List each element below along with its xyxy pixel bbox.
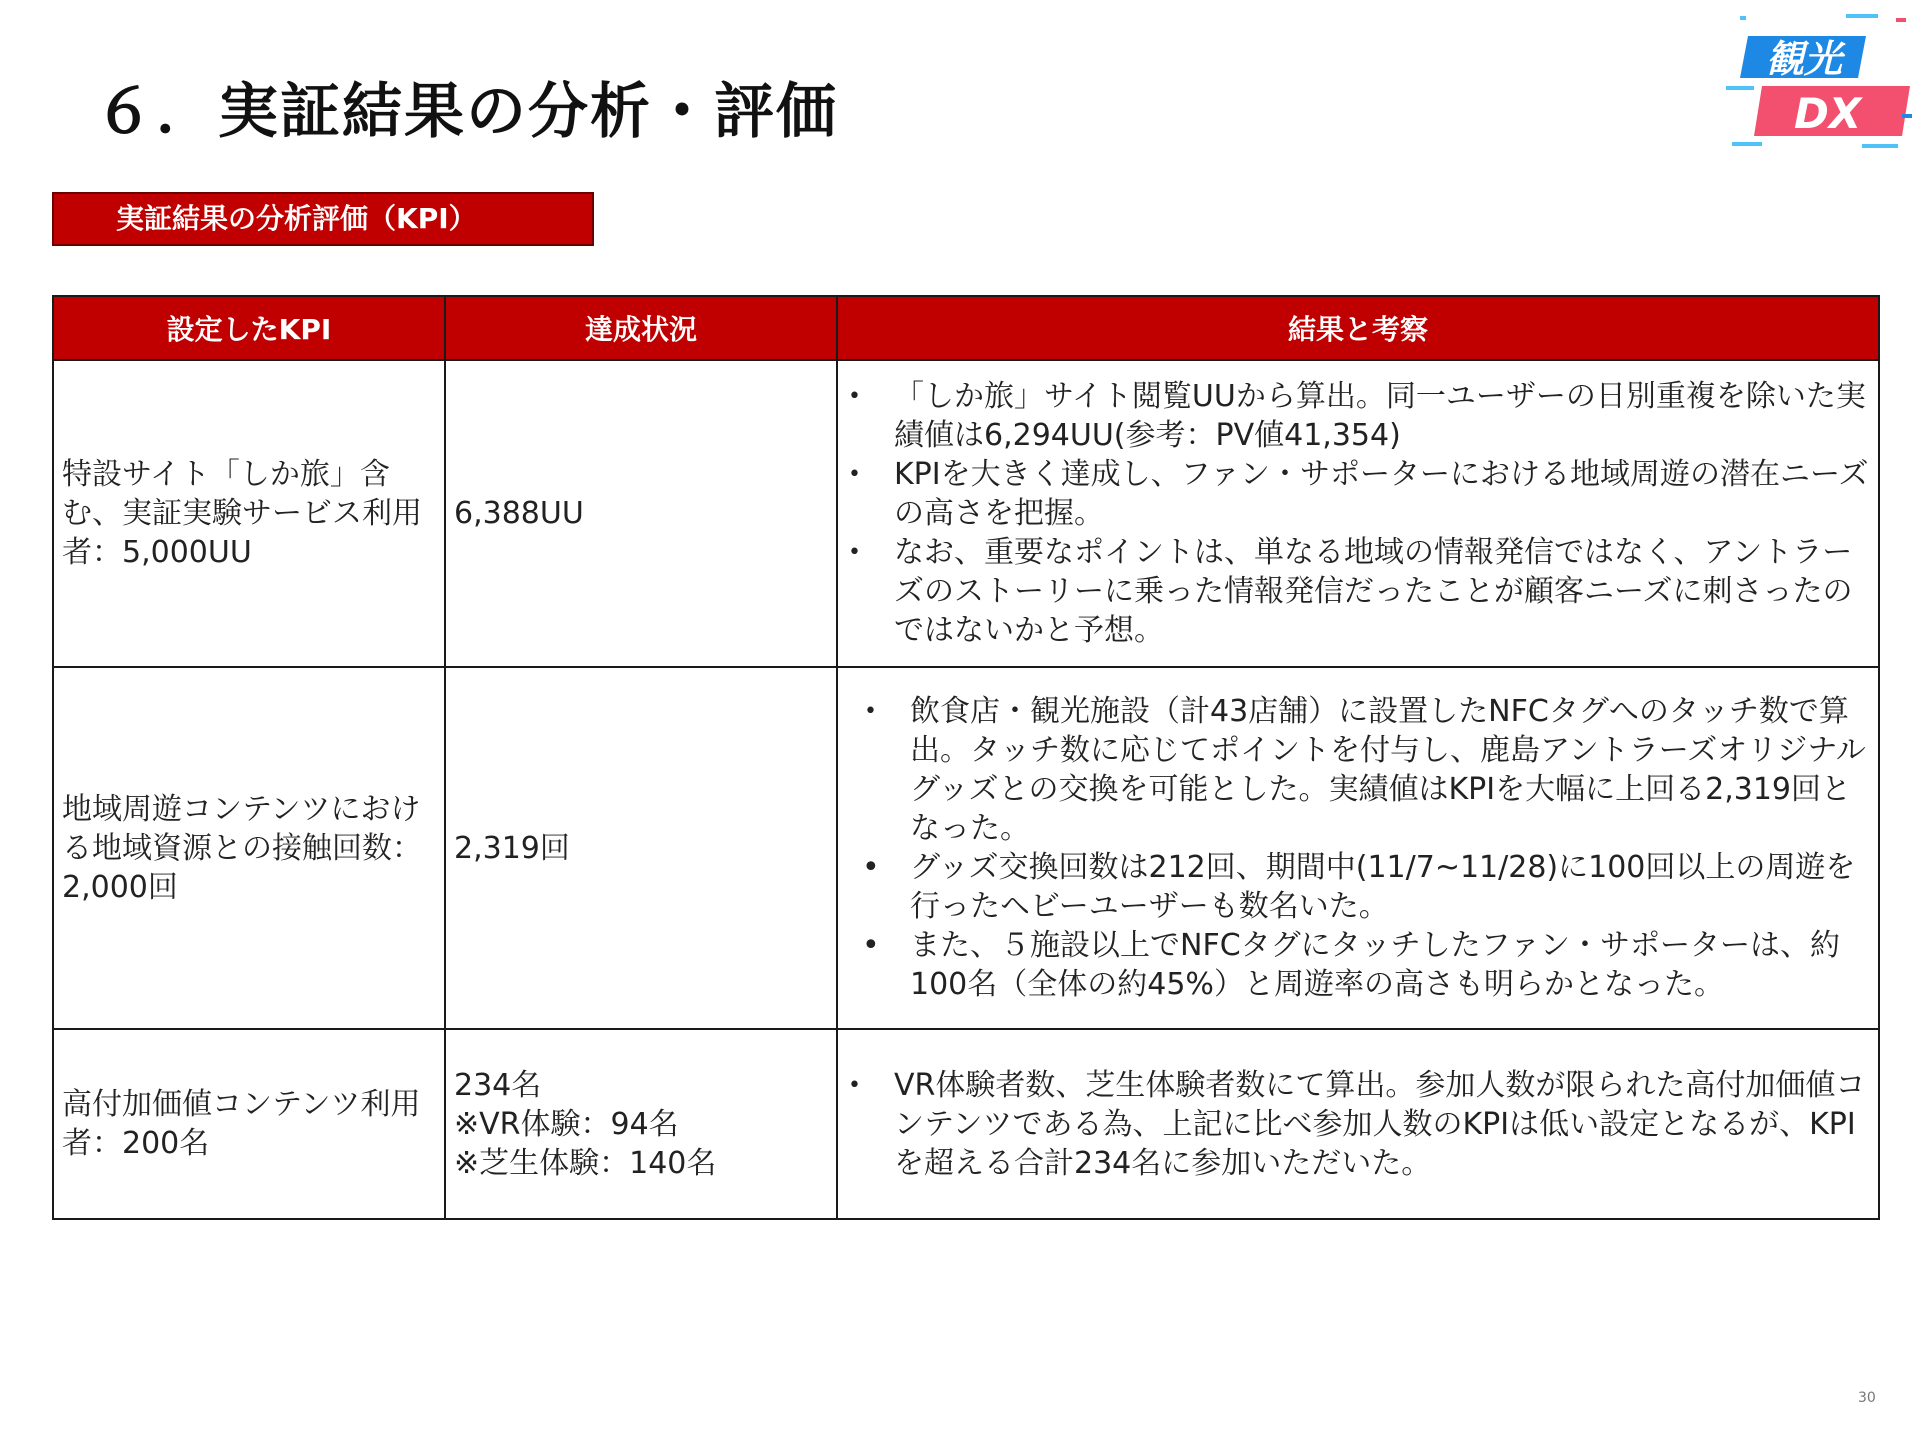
header-status: 達成状況: [445, 296, 837, 360]
result-item: • 飲食店・観光施設（計43店舗）に設置したNFCタグへのタッチ数で算出。タッチ数に応じてポイントを付与し、鹿島アントラーズオリジナルグッズとの交換を可能とした。実績値はKPIを大幅に上回る2,319回となった。: [842, 692, 1872, 848]
header-results: 結果と考察: [837, 296, 1879, 360]
results-cell: [837, 667, 1879, 1029]
header-kpi: 設定したKPI: [53, 296, 445, 360]
results-cell: [837, 360, 1879, 667]
status-detail-turf: ※芝生体験：140名: [454, 1145, 717, 1181]
results-list: [842, 692, 1872, 1004]
status-detail-vr: ※VR体験：94名: [454, 1106, 679, 1142]
status-cell: [445, 1029, 837, 1219]
results-list: [842, 377, 1872, 650]
logo-text-kanko: 観光: [1766, 37, 1843, 81]
table-header-row: [53, 296, 1879, 360]
page-title: ６．実証結果の分析・評価: [94, 77, 838, 147]
status-value: 234名: [454, 1067, 542, 1103]
status-value: 6,388UU: [454, 496, 584, 531]
kpi-cell: 高付加価値コンテンツ利用者：200名: [53, 1029, 445, 1219]
result-item: • KPIを大きく達成し、ファン・サポーターにおける地域周遊の潜在ニーズの高さを把握。: [842, 455, 1872, 533]
status-cell: [445, 360, 837, 667]
logo-text-dx: DX: [1794, 89, 1862, 138]
status-cell: [445, 667, 837, 1029]
results-list: [842, 1066, 1872, 1183]
kpi-table: [52, 295, 1880, 1220]
result-item: • また、５施設以上でNFCタグにタッチしたファン・サポーターは、約100名（全体の約45%）と周遊率の高さも明らかとなった。: [842, 926, 1872, 1004]
kpi-cell: 地域周遊コンテンツにおける地域資源との接触回数：2,000回: [53, 667, 445, 1029]
page-number: 30: [1858, 1390, 1876, 1406]
table-row: [53, 1029, 1879, 1219]
result-item: • 「しか旅」サイト閲覧UUから算出。同一ユーザーの日別重複を除いた実績値は6,294UU(参考：PV値41,354): [842, 377, 1872, 455]
status-value: 2,319回: [454, 830, 570, 866]
kpi-cell: 特設サイト「しか旅」含む、実証実験サービス利用者：5,000UU: [53, 360, 445, 667]
kanko-dx-logo: [1726, 14, 1916, 152]
section-label: 実証結果の分析評価（KPI）: [52, 192, 594, 246]
results-cell: [837, 1029, 1879, 1219]
result-item: • VR体験者数、芝生体験者数にて算出。参加人数が限られた高付加価値コンテンツである為、上記に比べ参加人数のKPIは低い設定となるが、KPIを超える合計234名に参加いただいた。: [842, 1066, 1872, 1183]
result-item: • なお、重要なポイントは、単なる地域の情報発信ではなく、アントラーズのストーリーに乗った情報発信だったことが顧客ニーズに刺さったのではないかと予想。: [842, 533, 1872, 650]
table-row: [53, 667, 1879, 1029]
table-row: [53, 360, 1879, 667]
result-item: • グッズ交換回数は212回、期間中(11/7~11/28)に100回以上の周遊を行ったヘビーユーザーも数名いた。: [842, 848, 1872, 926]
